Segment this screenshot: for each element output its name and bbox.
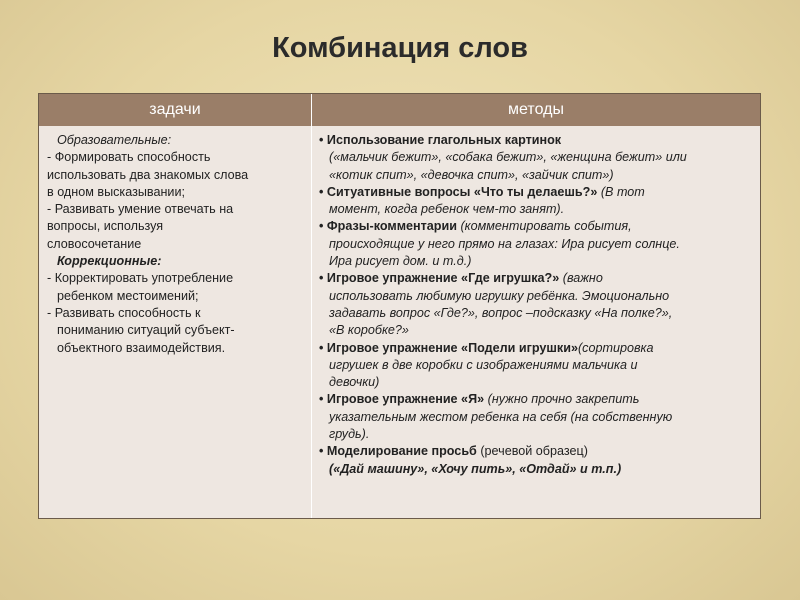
task-line: использовать два знакомых слова: [47, 167, 249, 182]
method-line: указательным жестом ребенка на себя (на собственную: [329, 409, 673, 424]
method-title: • Игровое упражнение «Где игрушка?»: [319, 271, 560, 286]
method-line: использовать любимую игрушку ребёнка. Эмоционально: [329, 288, 670, 303]
method-line: Ира рисует дом. и т.д.): [329, 254, 472, 269]
method-note: (нужно прочно закрепить: [484, 392, 640, 407]
method-title: • Игровое упражнение «Подели игрушки»: [319, 340, 578, 355]
task-line: - Формировать способность: [47, 150, 211, 165]
methods-cell: [319, 132, 755, 478]
task-line: объектного взаимодействия.: [57, 340, 226, 355]
header-tasks: задачи: [149, 101, 201, 118]
method-note: (сортировка: [577, 340, 654, 355]
column-divider: [311, 126, 312, 518]
method-line: происходящие у него прямо на глазах: Ира рисует солнце.: [329, 236, 680, 251]
task-line: вопросы, используя: [47, 219, 164, 234]
slide-title: Комбинация слов: [272, 32, 528, 64]
tasks-cell: [47, 132, 307, 357]
task-line: - Развивать способность к: [47, 305, 201, 320]
method-line: («мальчик бежит», «собака бежит», «женщина бежит» или: [329, 150, 687, 165]
method-line: момент, когда ребенок чем-то занят).: [329, 202, 565, 217]
task-line: словосочетание: [47, 236, 142, 251]
table-header: [39, 94, 760, 126]
methods-table: [38, 93, 761, 519]
method-line: «котик спит», «девочка спит», «зайчик спит»): [329, 167, 614, 182]
header-methods: методы: [508, 101, 564, 118]
method-note: (важно: [559, 271, 603, 286]
method-line: игрушек в две коробки с изображениями мальчика и: [329, 357, 638, 372]
method-line: «В коробке?»: [329, 323, 409, 338]
task-line: ребенком местоимений;: [57, 288, 199, 303]
method-line: («Дай машину», «Хочу пить», «Отдай» и т.п.): [329, 461, 622, 476]
method-title: • Фразы-комментарии: [319, 219, 457, 234]
method-note: (комментировать события,: [456, 219, 632, 234]
method-line: девочки): [329, 375, 380, 390]
method-title: • Ситуативные вопросы «Что ты делаешь?»: [319, 184, 598, 199]
tasks-heading-educational: Образовательные:: [57, 133, 172, 147]
method-title: • Моделирование просьб: [319, 444, 477, 459]
method-title: • Игровое упражнение «Я»: [319, 392, 485, 407]
method-line: задавать вопрос «Где?», вопрос –подсказку «На полке?»,: [329, 305, 673, 320]
method-line: грудь).: [329, 427, 370, 442]
task-line: пониманию ситуаций субъект-: [57, 323, 235, 338]
method-note: (В тот: [597, 184, 645, 199]
tasks-heading-correctional: Коррекционные:: [57, 254, 162, 269]
task-line: в одном высказывании;: [47, 184, 185, 199]
task-line: - Развивать умение отвечать на: [47, 202, 234, 217]
method-title: • Использование глагольных картинок: [319, 133, 562, 147]
task-line: - Корректировать употребление: [47, 271, 234, 286]
method-note: (речевой образец): [476, 444, 588, 459]
